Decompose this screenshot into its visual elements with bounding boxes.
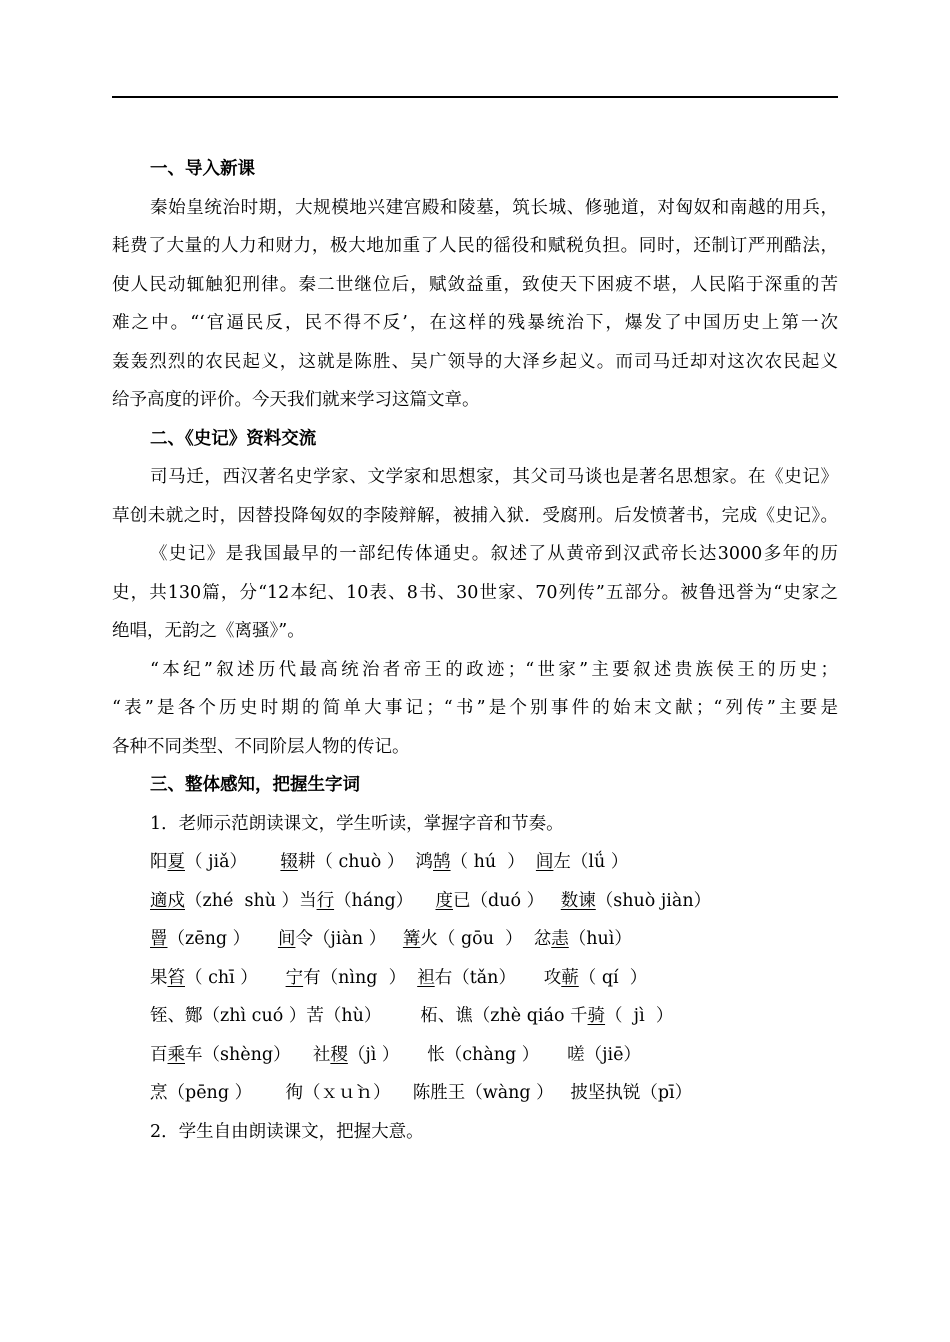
vocab-row — [112, 997, 838, 1036]
vocab-underlined-char: 篝 — [402, 929, 421, 949]
paragraph-line: 绝唱，无韵之《离骚》”。 — [112, 621, 305, 641]
vocab-row — [112, 959, 838, 998]
vocab-underlined-char: 辍 — [280, 852, 298, 872]
vocab-item — [561, 882, 711, 921]
vocab-underlined-char: 夏 — [167, 852, 185, 872]
vocab-item — [534, 920, 632, 959]
vocab-item — [417, 959, 544, 998]
vocab-prefix: 阳 — [150, 852, 168, 872]
vocab-prefix: 怅（chàng ） 嗟（jiē） — [427, 1044, 641, 1065]
vocab-pinyin: 耕（ chuò ） — [297, 852, 416, 872]
paragraph-line: “本纪”叙述历代最高统治者帝王的政迹；“世家”主要叙述贵族侯王的历史； — [150, 659, 838, 680]
vocab-prefix: 社 — [312, 1044, 331, 1065]
vocab-underlined-char: 笞 — [167, 967, 185, 988]
paragraph-line: 耗费了大量的人力和财力，极大地加重了人民的徭役和赋税负担。同时，还制订严刑酷法， — [112, 236, 838, 256]
vocab-underlined-char: 骑 — [587, 1006, 606, 1026]
paragraph-line: 司马迁，西汉著名史学家、文学家和思想家，其父司马谈也是著名思想家。在《史记》 — [150, 467, 838, 487]
paragraph-line: “表”是各个历史时期的简单大事记；“书”是个别事件的始末文献；“列传”主要是 — [112, 698, 838, 718]
vocab-item — [403, 920, 534, 959]
vocab-underlined-char: 宁 — [285, 967, 304, 988]
vocab-underlined-char: 间 — [277, 929, 296, 949]
vocab-pinyin: （huì） — [568, 929, 632, 949]
section-heading-intro: 一、导入新课 — [150, 159, 255, 179]
vocab-pinyin: 左（lǘ ） — [553, 852, 629, 872]
vocab-prefix: 铚、酂（zhì cuó ）苦（hù） 柘、谯（zhè qiáo 千 — [150, 1006, 588, 1026]
step-one-text: 1．老师示范朗读课文，学生听读，掌握字音和节奏。 — [150, 813, 564, 834]
vocab-item — [150, 997, 673, 1036]
vocab-item — [150, 959, 286, 998]
paragraph-line: 难之中。“‘官逼民反，民不得不反’，在这样的残暴统治下，爆发了中国历史上第一次 — [112, 313, 838, 333]
vocab-row — [112, 1074, 838, 1113]
vocab-pinyin: （shuò jiàn） — [595, 890, 712, 911]
vocab-pinyin: 令（jiàn ） — [295, 929, 403, 949]
vocab-pinyin: （jì ） — [347, 1044, 428, 1065]
header-rule — [112, 96, 838, 98]
vocab-underlined-char: 稷 — [330, 1044, 348, 1065]
vocab-underlined-char: 適戍 — [150, 890, 185, 911]
paragraph-line: 各种不同类型、不同阶层人物的传记。 — [112, 736, 410, 757]
vocab-item — [299, 882, 435, 921]
vocab-item — [536, 843, 628, 882]
document-body — [112, 150, 838, 1151]
vocab-underlined-char: 恚 — [551, 929, 569, 949]
paragraph-line: 草创未就之时，因替投降匈奴的李陵辩解，被捕入狱．受腐刑。后发愤著书，完成《史记》。 — [112, 505, 838, 526]
vocab-underlined-char: 乘 — [167, 1044, 185, 1065]
paragraph-line: 给予高度的评价。今天我们就来学习这篇文章。 — [112, 390, 480, 410]
vocab-list — [112, 843, 838, 1113]
vocab-item — [544, 959, 648, 998]
vocab-pinyin: （ qí ） — [578, 967, 648, 988]
vocab-underlined-char: 行 — [316, 890, 335, 911]
vocab-pinyin: （ chī ） — [185, 967, 286, 988]
vocab-pinyin: （háng） — [334, 890, 436, 911]
vocab-underlined-char: 数谏 — [560, 890, 596, 911]
vocab-item — [286, 959, 418, 998]
vocab-row — [112, 1036, 838, 1075]
vocab-item — [427, 1036, 641, 1075]
vocab-item — [150, 843, 280, 882]
vocab-underlined-char: 闾 — [535, 852, 554, 872]
vocab-row — [112, 882, 838, 921]
vocab-prefix: 百 — [150, 1044, 168, 1065]
vocab-underlined-char: 蕲 — [561, 967, 579, 988]
vocab-underlined-char: 袒 — [417, 967, 435, 988]
vocab-pinyin: （ jiǎ） — [185, 852, 281, 872]
paragraph-line: 秦始皇统治时期，大规模地兴建宫殿和陵墓，筑长城、修驰道，对匈奴和南越的用兵， — [150, 197, 838, 218]
vocab-prefix: 烹（pēng ） 徇（ｘｕ̀ｎ） 陈胜王（wàng ） 披坚执锐（pī） — [150, 1083, 693, 1103]
vocab-prefix: 攻 — [543, 967, 562, 988]
vocab-prefix: 鸿 — [415, 852, 434, 872]
paragraph-line: 轰轰烈烈的农民起义，这就是陈胜、吴广领导的大泽乡起义。而司马迁却对这次农民起义 — [112, 351, 838, 372]
vocab-item — [278, 920, 403, 959]
vocab-pinyin: （zēng ） — [167, 929, 278, 949]
vocab-item — [150, 920, 278, 959]
section-heading-vocab: 三、整体感知，把握生字词 — [150, 775, 360, 795]
vocab-item — [150, 1074, 692, 1113]
vocab-item — [150, 1036, 313, 1075]
vocab-pinyin: 已（duó ） — [453, 890, 561, 911]
vocab-underlined-char: 度 — [435, 890, 453, 911]
vocab-row — [112, 843, 838, 882]
vocab-underlined-char: 鹄 — [433, 852, 451, 872]
vocab-prefix: 忿 — [533, 929, 552, 949]
paragraph-line: 使人民动辄触犯刑律。秦二世继位后，赋敛益重，致使天下困疲不堪，人民陷于深重的苦 — [112, 274, 838, 295]
vocab-item — [280, 843, 415, 882]
vocab-pinyin: 有（nìng ） — [303, 967, 418, 988]
vocab-pinyin: （ jì ） — [605, 1006, 674, 1026]
vocab-underlined-char: 罾 — [150, 929, 168, 949]
vocab-prefix: 当 — [299, 890, 317, 911]
vocab-item — [416, 843, 536, 882]
paragraph-line: 《史记》是我国最早的一部纪传体通史。叙述了从黄帝到汉武帝长达3000多年的历 — [150, 544, 838, 564]
vocab-pinyin: （ hú ） — [450, 852, 536, 872]
vocab-item — [150, 882, 299, 921]
vocab-item — [436, 882, 561, 921]
vocab-prefix: 果 — [150, 967, 168, 988]
vocab-row — [112, 920, 838, 959]
section-heading-shiji: 二、《史记》资料交流 — [150, 428, 317, 449]
vocab-pinyin: （zhé shù ） — [185, 890, 300, 911]
vocab-item — [313, 1036, 427, 1075]
step-two-text: 2．学生自由朗读课文，把握大意。 — [150, 1121, 424, 1142]
vocab-pinyin: 火（ gōu ） — [420, 929, 534, 949]
vocab-pinyin: 车（shèng） — [185, 1044, 313, 1065]
vocab-pinyin: 右（tǎn） — [434, 967, 544, 988]
paragraph-line: 史，共130篇，分“12本纪、10表、8书、30世家、70列传”五部分。被鲁迅誉为“史家之 — [112, 582, 838, 603]
